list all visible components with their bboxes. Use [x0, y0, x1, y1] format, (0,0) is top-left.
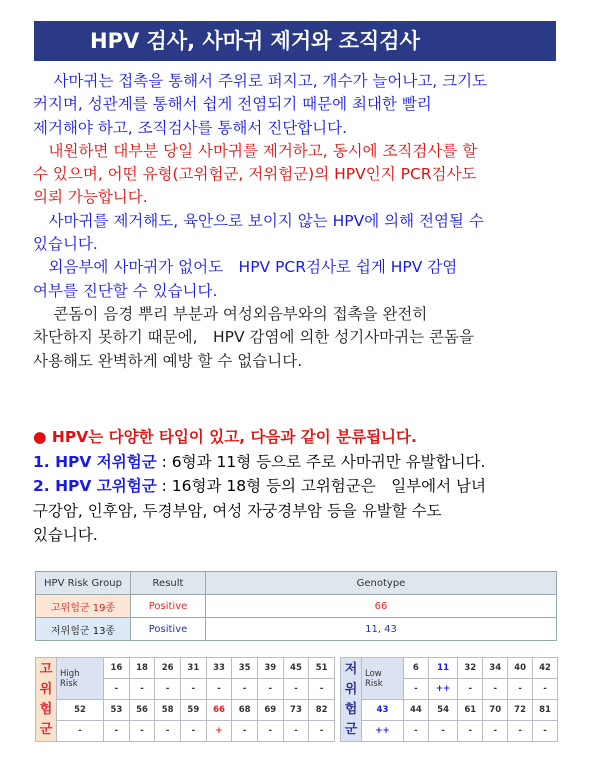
- genotype-cell: 72: [508, 700, 533, 721]
- result-low: Positive: [131, 618, 206, 641]
- paragraph-line: 사용해도 완벽하게 예방 할 수 없습니다.: [33, 351, 303, 370]
- genotype-cell: 56: [129, 700, 155, 721]
- grid-side-label: [341, 658, 362, 742]
- group-low: 저위험군 13종: [36, 618, 131, 641]
- paragraph-line: 차단하지 못하기 때문에, HPV 감염에 의한 성기사마귀는 콘돔을: [33, 328, 474, 347]
- grid-risk-label: [57, 658, 104, 700]
- header-result: Result: [131, 572, 206, 595]
- high-risk-label: 2. HPV 고위험군: [33, 477, 157, 495]
- low-risk-genotype-grid: [340, 657, 558, 742]
- genotype-result: -: [232, 679, 258, 700]
- paragraph-line: 수 있으며, 어떤 유형(고위험군, 저위험군)의 HPV인지 PCR검사도: [33, 165, 477, 184]
- page-title: HPV 검사, 사마귀 제거와 조직검사: [34, 21, 556, 61]
- genotype-cell: 51: [309, 658, 335, 679]
- genotype-result: -: [206, 679, 232, 700]
- genotype-cell: 73: [283, 700, 309, 721]
- genotype-result: -: [533, 679, 558, 700]
- genotype-result: -: [104, 721, 130, 742]
- paragraph: [33, 140, 573, 210]
- paragraph: [33, 70, 573, 140]
- header-genotype: Genotype: [206, 572, 557, 595]
- genotype-cell: 33: [206, 658, 232, 679]
- genotype-result: -: [309, 721, 335, 742]
- genotype-cell: 82: [309, 700, 335, 721]
- grid-side-char: 군: [39, 721, 53, 737]
- genotype-cell: 6: [403, 658, 428, 679]
- genotype-cell: 70: [483, 700, 508, 721]
- paragraph-line: 제거해야 하고, 조직검사를 통해서 진단합니다.: [33, 118, 348, 137]
- grid-risk-word: Risk: [365, 678, 383, 689]
- genotype-cell: 34: [483, 658, 508, 679]
- genotype-result: -: [232, 721, 258, 742]
- grid-risk-word: Risk: [60, 678, 78, 689]
- genotype-result: -: [309, 679, 335, 700]
- genotype-high: 66: [206, 595, 557, 618]
- low-risk-text: : 6형과 11형 등으로 주로 사마귀만 유발합니다.: [156, 452, 486, 471]
- grid-side-char: 저: [344, 661, 358, 677]
- genotype-cell: 32: [458, 658, 483, 679]
- genotype-result: -: [428, 721, 458, 742]
- low-risk-label: 1. HPV 저위험군: [33, 452, 157, 471]
- genotype-result: -: [129, 721, 155, 742]
- genotype-result: -: [283, 679, 309, 700]
- genotype-result: -: [181, 679, 207, 700]
- genotype-cell: 68: [232, 700, 258, 721]
- genotype-result: -: [458, 679, 483, 700]
- result-summary-table: [35, 571, 557, 641]
- grid-risk-word: High: [60, 668, 80, 679]
- genotype-cell: 54: [428, 700, 458, 721]
- high-risk-line: 구강암, 인후암, 두경부암, 여성 자궁경부암 등을 유발할 수도: [33, 501, 442, 520]
- genotype-cell: 40: [508, 658, 533, 679]
- genotype-cell: 58: [155, 700, 181, 721]
- genotype-result: -: [403, 679, 428, 700]
- genotype-result: -: [129, 679, 155, 700]
- grid-risk-word: Low: [365, 668, 382, 679]
- paragraph: [33, 256, 573, 303]
- classification-heading: ● HPV는 다양한 타입이 있고, 다음과 같이 분류됩니다.: [33, 428, 417, 446]
- genotype-result: -: [508, 679, 533, 700]
- header-risk-group: HPV Risk Group: [36, 572, 131, 595]
- grid-side-char: 위: [39, 681, 53, 697]
- genotype-cell: 44: [403, 700, 428, 721]
- genotype-cell: 35: [232, 658, 258, 679]
- genotype-cell: 66: [206, 700, 232, 721]
- genotype-cell: 53: [104, 700, 130, 721]
- genotype-cell: 42: [533, 658, 558, 679]
- genotype-cell: 43: [362, 700, 404, 721]
- genotype-cell: 52: [57, 700, 104, 721]
- genotype-cell: 11: [428, 658, 458, 679]
- grid-risk-label: [362, 658, 404, 700]
- grid-side-char: 위: [344, 681, 358, 697]
- genotype-result: ++: [428, 679, 458, 700]
- paragraph-line: 있습니다.: [33, 235, 98, 254]
- genotype-result: ++: [362, 721, 404, 742]
- genotype-cell: 16: [104, 658, 130, 679]
- genotype-cell: 61: [458, 700, 483, 721]
- high-risk-item: [33, 474, 578, 548]
- paragraph-line: 커지며, 성관계를 통해서 쉽게 전염되기 때문에 최대한 빨리: [33, 95, 432, 114]
- genotype-result: -: [508, 721, 533, 742]
- genotype-cell: 59: [181, 700, 207, 721]
- paragraph-line: 의뢰 가능합니다.: [33, 188, 148, 207]
- genotype-result: -: [403, 721, 428, 742]
- genotype-result: -: [483, 721, 508, 742]
- paragraph-line: 여부를 진단할 수 있습니다.: [33, 281, 218, 300]
- grid-side-char: 험: [39, 701, 53, 717]
- genotype-result: -: [181, 721, 207, 742]
- result-high: Positive: [131, 595, 206, 618]
- genotype-result: -: [483, 679, 508, 700]
- paragraph: [33, 210, 573, 257]
- paragraph: [33, 303, 573, 373]
- genotype-result: -: [155, 679, 181, 700]
- paragraph-line: 사마귀를 제거해도, 육안으로 보이지 않는 HPV에 의해 전염될 수: [33, 211, 484, 230]
- genotype-result: -: [257, 721, 283, 742]
- grid-side-char: 군: [344, 721, 358, 737]
- hpv-classification: [33, 425, 578, 548]
- high-risk-line: 있습니다.: [33, 526, 98, 544]
- genotype-result: -: [533, 721, 558, 742]
- genotype-cell: 45: [283, 658, 309, 679]
- genotype-cell: 31: [181, 658, 207, 679]
- paragraph-line: 콘돔이 음경 뿌리 부분과 여성외음부와의 접촉을 완전히: [33, 304, 428, 323]
- paragraph-line: 내원하면 대부분 당일 사마귀를 제거하고, 동시에 조직검사를 할: [33, 141, 478, 160]
- genotype-result: -: [283, 721, 309, 742]
- high-risk-line: : 16형과 18형 등의 고위험군은 일부에서 남녀: [156, 477, 486, 495]
- genotype-cell: 39: [257, 658, 283, 679]
- genotype-cell: 26: [155, 658, 181, 679]
- genotype-result: -: [57, 721, 104, 742]
- genotype-cell: 18: [129, 658, 155, 679]
- grid-side-char: 고: [39, 661, 53, 677]
- paragraph-line: 사마귀는 접촉을 통해서 주위로 퍼지고, 개수가 늘어나고, 크기도: [33, 72, 488, 90]
- genotype-result: +: [206, 721, 232, 742]
- genotype-result: -: [257, 679, 283, 700]
- high-risk-genotype-grid: [35, 657, 335, 742]
- genotype-low: 11, 43: [206, 618, 557, 641]
- genotype-result: -: [155, 721, 181, 742]
- low-risk-item: [33, 450, 578, 475]
- genotype-cell: 69: [257, 700, 283, 721]
- intro-paragraphs: [33, 70, 573, 373]
- grid-side-label: [36, 658, 57, 742]
- genotype-result: -: [458, 721, 483, 742]
- group-high: 고위험군 19종: [36, 595, 131, 618]
- grid-side-char: 험: [344, 701, 358, 717]
- genotype-result: -: [104, 679, 130, 700]
- paragraph-line: 외음부에 사마귀가 없어도 HPV PCR검사로 쉽게 HPV 감염: [33, 258, 458, 277]
- genotype-cell: 81: [533, 700, 558, 721]
